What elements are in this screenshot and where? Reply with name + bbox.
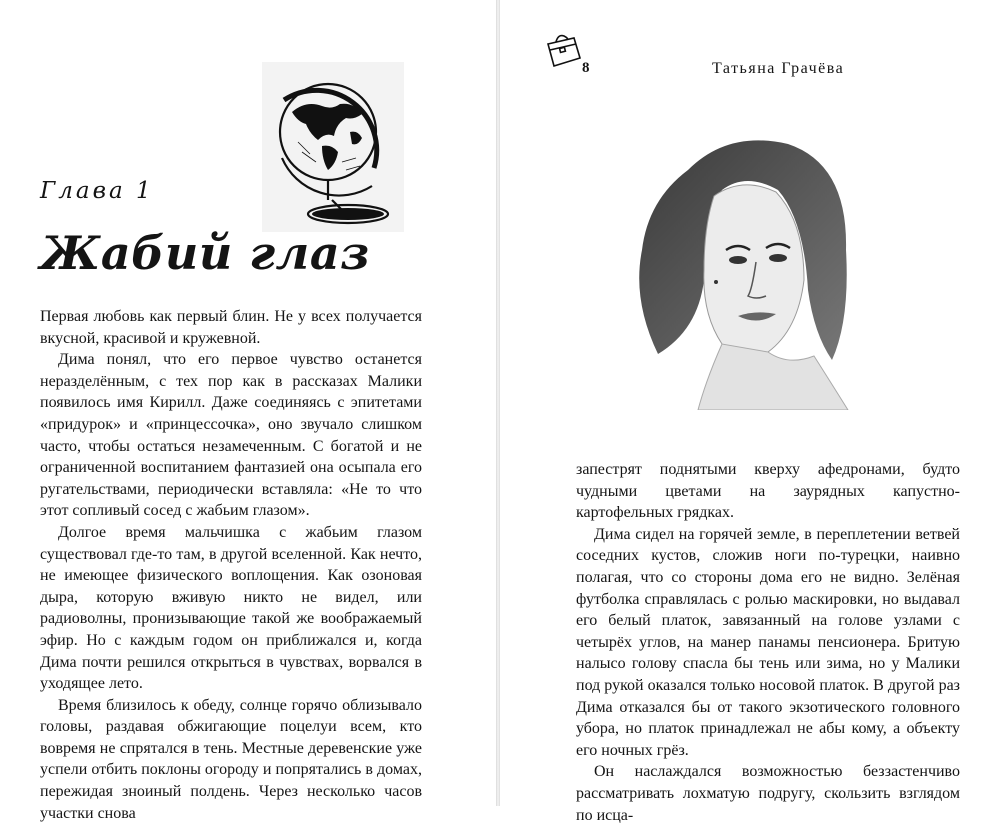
paragraph: Он наслаждался возможностью беззастенчиво рассматривать лохматую подругу, скользить взглядом по исца- bbox=[576, 763, 960, 824]
chapter-label: Глава 1 bbox=[40, 178, 154, 204]
paragraph: Время близилось к обеду, солнце горячо облизывало головы, раздавая обжигающие поцелуи всем, кто вовремя не спрятался в тень. Местные деревенские уже успели отбить поклоны огороду и попрятались в домах, пережидая зноиный полдень. Через несколько часов участки снова bbox=[40, 696, 422, 822]
paragraph: запестрят поднятыми кверху афедронами, будто чудными цветами на заурядных капустно-картофельных грядках. bbox=[576, 461, 960, 522]
left-page-body bbox=[40, 306, 422, 824]
page-number: 8 bbox=[582, 60, 590, 76]
paragraph: Долгое время мальчишка с жабьим глазом существовал где-то там, в другой вселенной. Как нечто, не имеющее физического воплощения. Как озоновая дыра, которую вживую никто не видел, или радиоволны, пронизывающие такой же воображаемый эфир. Но с каждым годом он приближался и, когда Дима почти решился открыться в чувствах, ворвался в уходящее лето. bbox=[40, 523, 422, 693]
paragraph: Дима понял, что его первое чувство останется неразделённым, с тех пор как в рассказах Малики появилось имя Кирилл. Даже соединяясь с эпитетами «придурок» и «принцессочка», оно звучало слишком часто, чтобы остаться незамеченным. С богатой и не ограниченной воспитанием фантазией она осыпала его ругательствами, периодически вставляла: «Не то что этот сопливый сосед с жабьим глазом». bbox=[40, 351, 422, 520]
woman-portrait-illustration bbox=[618, 130, 878, 410]
paragraph: Дима сидел на горячей земле, в переплетении ветвей соседних кустов, сложив ноги по-турецки, наивно полагая, что со стороны дома его не видно. Зелёная футболка справлялась с ролью маскировки, но выдавал его белый платок, завязанный на голове узлами с четырёх углов, на манер панамы пенсионера. Бритую налысо голову спасла бы тень или зима, но у Малики под рукой оказался только носовой платок. В другой раз Дима отказался бы от такого экзотического головного убора, но платок принадлежал не абы кому, а объекту его ночных грёз. bbox=[576, 525, 960, 759]
chapter-title: Жабий глаз bbox=[40, 226, 370, 280]
running-head: Татьяна Грачёва bbox=[712, 60, 845, 77]
left-page bbox=[0, 0, 496, 822]
right-page-body bbox=[576, 459, 960, 826]
right-page bbox=[500, 0, 1000, 824]
globe-illustration bbox=[262, 62, 404, 232]
briefcase-icon bbox=[540, 28, 584, 72]
paragraph: Первая любовь как первый блин. Не у всех получается вкусной, красивой и кружевной. bbox=[40, 308, 422, 347]
